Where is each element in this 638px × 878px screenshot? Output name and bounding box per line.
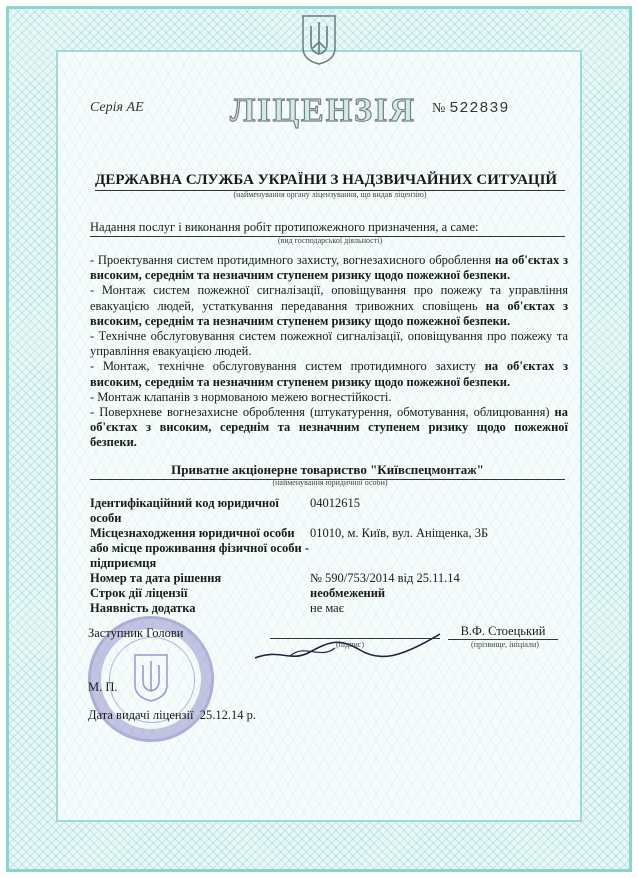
issue-date-value: 25.12.14 р. (199, 708, 256, 722)
list-item: - Технічне обслуговування систем пожежної сигналізації, оповіщування про пожежу та управління евакуацією людей. (90, 329, 568, 359)
seal-label: М. П. (88, 680, 118, 694)
list-item: - Монтаж систем пожежної сигналізації, оповіщування про пожежу та управління евакуацією людей, устаткування передавання тривожних сповіщень на об'єктах з високим, середнім та незначним ступенем ризику щодо пожежної безпеки. (90, 283, 568, 328)
list-item: - Проектування систем протидимного захисту, вогнезахисного оброблення на об'єктах з високим, середнім та незначним ступенем ризику щодо пожежної безпеки. (90, 253, 568, 283)
signer-position: Заступник Голови (88, 626, 184, 640)
number-prefix: № (432, 101, 446, 116)
signature-caption: (підпис) (335, 640, 364, 649)
detail-row: Строк дії ліцензії необмежений (90, 586, 386, 600)
activity-caption: (вид господарської діяльності) (277, 236, 383, 245)
trident-emblem-icon (299, 14, 339, 66)
seal-trident-icon (131, 653, 171, 703)
company-name: Приватне акціонерне товариство "Київспецмонтаж" (90, 462, 565, 480)
authority-caption: (найменування органу ліцензування, що видав ліцензію) (233, 190, 427, 199)
details-table (90, 496, 570, 616)
activity-type: Надання послуг і виконання робіт протипожежного призначення, а саме: (90, 220, 565, 237)
detail-row: або місце проживання фізичної особи - (90, 541, 310, 555)
company-caption: (найменування юридичної особи) (272, 478, 388, 487)
list-item: - Поверхневе вогнезахисне оброблення (штукатурення, обмотування, облицювання) на об'єктах з високим, середнім та незначним ступенем ризику щодо пожежної безпеки. (90, 405, 568, 450)
detail-row: підприємця (90, 556, 157, 570)
detail-row: Ідентифікаційний код юридичної особи 04012615 (90, 496, 360, 525)
series-label: Серія АЕ (90, 100, 144, 115)
list-item: - Монтаж, технічне обслуговування систем протидимного захисту на об'єктах з високим, середнім та незначним ступенем ризику щодо пожежної безпеки. (90, 359, 568, 389)
list-item: - Монтаж клапанів з нормованою межею вогнестійкості. (90, 389, 392, 404)
issue-date (88, 708, 256, 723)
signature-line (270, 638, 440, 639)
detail-row: Місцезнаходження юридичної особи 01010, м. Київ, вул. Аніщенка, 3Б (90, 526, 489, 540)
signer-caption: (прізвище, ініціали) (471, 640, 539, 649)
authority-name: ДЕРЖАВНА СЛУЖБА УКРАЇНИ З НАДЗВИЧАЙНИХ СИТУАЦІЙ (95, 172, 565, 191)
issue-date-label: Дата видачі ліцензії (88, 708, 194, 722)
number-value: 522839 (449, 100, 510, 117)
license-number (432, 100, 509, 117)
detail-row: Наявність додатка не має (90, 601, 345, 615)
license-title: ЛІЦЕНЗІЯ (230, 92, 416, 129)
detail-row: Номер та дата рішення № 590/753/2014 від 25.11.14 (90, 571, 460, 585)
activity-list (90, 253, 568, 451)
signer-name: В.Ф. Стоецький (448, 624, 558, 640)
